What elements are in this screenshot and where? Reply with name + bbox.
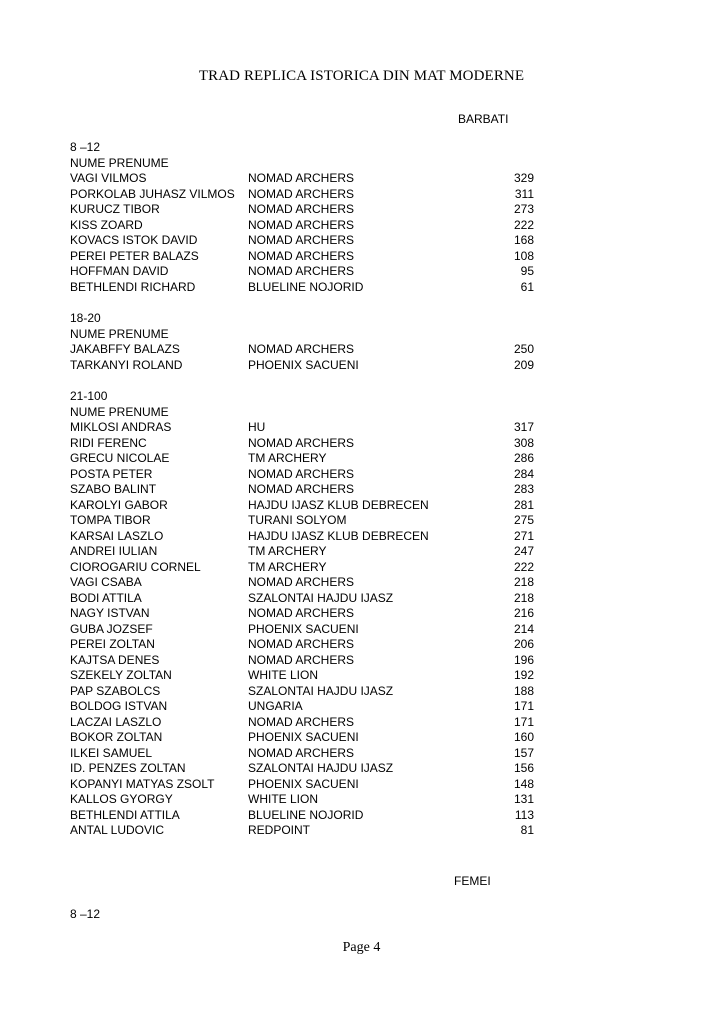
score-value: 286: [513, 451, 534, 465]
score-value: 168: [513, 233, 534, 247]
participant-name: SZEKELY ZOLTAN: [70, 668, 172, 682]
participant-name: KAJTSA DENES: [70, 652, 160, 667]
club-name: NOMAD ARCHERS: [248, 652, 355, 667]
participant-name: KARSAI LASZLO: [70, 528, 164, 543]
score-value: 160: [513, 730, 534, 744]
score-value: 273: [513, 202, 534, 216]
score-value: 275: [513, 513, 534, 527]
column-header-name: NUME PRENUME: [70, 404, 169, 419]
score-value: 113: [514, 807, 534, 822]
group-age-label-women: 8 –12: [70, 907, 101, 921]
score-value: 284: [513, 466, 534, 481]
table-row: [70, 761, 534, 777]
participant-name: MIKLOSI ANDRAS: [70, 420, 172, 434]
table-row: [70, 529, 534, 545]
table-row: [70, 746, 534, 762]
club-name: TM ARCHERY: [248, 451, 327, 465]
club-name: NOMAD ARCHERS: [248, 186, 355, 201]
participant-name: GRECU NICOLAE: [70, 451, 170, 465]
score-value: 209: [513, 357, 534, 372]
score-value: 171: [513, 699, 534, 713]
score-value: 222: [513, 217, 534, 232]
club-name: PHOENIX SACUENI: [248, 730, 359, 744]
score-value: 61: [520, 279, 534, 294]
score-value: 148: [513, 776, 534, 791]
participant-name: ILKEI SAMUEL: [70, 745, 153, 760]
participant-name: JAKABFFY BALAZS: [70, 342, 180, 356]
document-title: TRAD REPLICA ISTORICA DIN MAT MODERNE: [198, 68, 525, 84]
participant-name: PEREI PETER BALAZS: [70, 248, 199, 263]
table-row: [70, 730, 534, 746]
score-value: 108: [513, 248, 534, 263]
score-value: 131: [513, 792, 534, 806]
participant-name: PEREI ZOLTAN: [70, 637, 155, 651]
participant-name: PAP SZABOLCS: [70, 683, 161, 698]
table-row: [70, 482, 534, 498]
table-row: [70, 187, 534, 203]
score-value: 157: [513, 745, 534, 760]
participant-name: BOKOR ZOLTAN: [70, 730, 163, 744]
club-name: NOMAD ARCHERS: [248, 202, 355, 216]
score-value: 271: [513, 528, 534, 543]
participant-name: LACZAI LASZLO: [70, 714, 162, 729]
participant-name: GUBA JOZSEF: [70, 621, 153, 636]
group-21-100: [70, 389, 534, 839]
participant-name: TOMPA TIBOR: [70, 513, 151, 527]
score-value: 206: [513, 637, 534, 651]
participant-name: ANTAL LUDOVIC: [70, 823, 165, 837]
club-name: PHOENIX SACUENI: [248, 357, 359, 372]
column-header-name: NUME PRENUME: [70, 155, 169, 170]
club-name: WHITE LION: [248, 792, 319, 806]
club-name: NOMAD ARCHERS: [248, 606, 355, 620]
score-value: 216: [513, 606, 534, 620]
club-name: NOMAD ARCHERS: [248, 435, 355, 450]
score-value: 281: [513, 497, 534, 512]
club-name: NOMAD ARCHERS: [248, 714, 355, 729]
table-row: [70, 451, 534, 467]
club-name: UNGARIA: [248, 699, 303, 713]
club-name: HU: [248, 420, 266, 434]
table-row: [70, 560, 534, 576]
table-row: [70, 218, 534, 234]
score-value: 192: [513, 668, 534, 682]
score-value: 247: [513, 544, 534, 558]
participant-name: KOVACS ISTOK DAVID: [70, 233, 198, 247]
participant-name: KAROLYI GABOR: [70, 497, 168, 512]
participant-name: BOLDOG ISTVAN: [70, 699, 168, 713]
score-value: 214: [513, 621, 534, 636]
score-value: 311: [514, 186, 534, 201]
table-row: [70, 606, 534, 622]
table-row: [70, 637, 534, 653]
participant-name: PORKOLAB JUHASZ VILMOS: [70, 186, 235, 201]
group-18-20: [70, 311, 534, 373]
table-row: [70, 358, 534, 374]
table-row: [70, 591, 534, 607]
table-row: [70, 715, 534, 731]
table-row: [70, 171, 534, 187]
club-name: BLUELINE NOJORID: [248, 279, 364, 294]
group-age-label: 18-20: [70, 311, 101, 325]
group-8-12: [70, 140, 534, 295]
club-name: NOMAD ARCHERS: [248, 233, 355, 247]
club-name: HAJDU IJASZ KLUB DEBRECEN: [248, 528, 429, 543]
club-name: PHOENIX SACUENI: [248, 776, 359, 791]
score-value: 188: [513, 683, 534, 698]
score-value: 250: [513, 342, 534, 356]
club-name: NOMAD ARCHERS: [248, 575, 355, 589]
table-row: [70, 264, 534, 280]
participant-name: ID. PENZES ZOLTAN: [70, 761, 186, 775]
score-value: 95: [520, 264, 534, 278]
participant-name: VAGI VILMOS: [70, 171, 147, 185]
participant-name: ANDREI IULIAN: [70, 544, 158, 558]
score-value: 156: [513, 761, 534, 775]
club-name: NOMAD ARCHERS: [248, 264, 355, 278]
table-row: [70, 668, 534, 684]
club-name: NOMAD ARCHERS: [248, 482, 355, 496]
score-value: 222: [513, 559, 534, 574]
table-row: [70, 622, 534, 638]
participant-name: KURUCZ TIBOR: [70, 202, 160, 216]
section-heading-women: FEMEI: [454, 874, 491, 888]
club-name: HAJDU IJASZ KLUB DEBRECEN: [248, 497, 429, 512]
participant-name: HOFFMAN DAVID: [70, 264, 169, 278]
table-row: [70, 777, 534, 793]
club-name: PHOENIX SACUENI: [248, 621, 359, 636]
score-value: 196: [513, 652, 534, 667]
section-heading-men: BARBATI: [458, 112, 509, 126]
table-row: [70, 202, 534, 218]
participant-name: CIOROGARIU CORNEL: [70, 559, 201, 574]
score-value: 308: [513, 435, 534, 450]
club-name: SZALONTAI HAJDU IJASZ: [248, 761, 394, 775]
score-value: 81: [520, 823, 534, 837]
table-row: [70, 280, 534, 296]
participant-name: BETHLENDI RICHARD: [70, 279, 196, 294]
club-name: SZALONTAI HAJDU IJASZ: [248, 683, 394, 698]
group-age-label: 21-100: [70, 389, 108, 403]
score-value: 329: [513, 171, 534, 185]
club-name: NOMAD ARCHERS: [248, 248, 355, 263]
participant-name: BETHLENDI ATTILA: [70, 807, 180, 822]
table-row: [70, 498, 534, 514]
participant-name: TARKANYI ROLAND: [70, 357, 183, 372]
table-row: [70, 436, 534, 452]
column-header-name: NUME PRENUME: [70, 326, 169, 341]
club-name: NOMAD ARCHERS: [248, 745, 355, 760]
table-row: [70, 808, 534, 824]
participant-name: VAGI CSABA: [70, 575, 142, 589]
table-row: [70, 342, 534, 358]
page-footer: Page 4: [342, 940, 381, 955]
table-row: [70, 684, 534, 700]
table-row: [70, 467, 534, 483]
table-row: [70, 653, 534, 669]
club-name: NOMAD ARCHERS: [248, 466, 355, 481]
club-name: REDPOINT: [248, 823, 311, 837]
club-name: TM ARCHERY: [248, 544, 327, 558]
club-name: NOMAD ARCHERS: [248, 171, 355, 185]
table-row: [70, 792, 534, 808]
table-row: [70, 823, 534, 839]
group-age-label: 8 –12: [70, 140, 101, 154]
club-name: NOMAD ARCHERS: [248, 342, 355, 356]
club-name: NOMAD ARCHERS: [248, 637, 355, 651]
club-name: WHITE LION: [248, 668, 319, 682]
score-value: 218: [513, 590, 534, 605]
table-row: [70, 544, 534, 560]
participant-name: BODI ATTILA: [70, 590, 142, 605]
club-name: TURANI SOLYOM: [248, 513, 347, 527]
participant-name: KISS ZOARD: [70, 217, 143, 232]
participant-name: POSTA PETER: [70, 466, 153, 481]
club-name: BLUELINE NOJORID: [248, 807, 364, 822]
table-row: [70, 420, 534, 436]
table-row: [70, 249, 534, 265]
participant-name: KALLOS GYORGY: [70, 792, 173, 806]
score-value: 317: [513, 420, 534, 434]
participant-name: NAGY ISTVAN: [70, 606, 150, 620]
club-name: TM ARCHERY: [248, 559, 327, 574]
club-name: NOMAD ARCHERS: [248, 217, 355, 232]
score-value: 218: [513, 575, 534, 589]
table-row: [70, 233, 534, 249]
table-row: [70, 699, 534, 715]
table-row: [70, 513, 534, 529]
score-value: 283: [513, 482, 534, 496]
club-name: SZALONTAI HAJDU IJASZ: [248, 590, 394, 605]
participant-name: RIDI FERENC: [70, 435, 147, 450]
score-value: 171: [513, 714, 534, 729]
table-row: [70, 575, 534, 591]
participant-name: SZABO BALINT: [70, 482, 157, 496]
participant-name: KOPANYI MATYAS ZSOLT: [70, 776, 215, 791]
